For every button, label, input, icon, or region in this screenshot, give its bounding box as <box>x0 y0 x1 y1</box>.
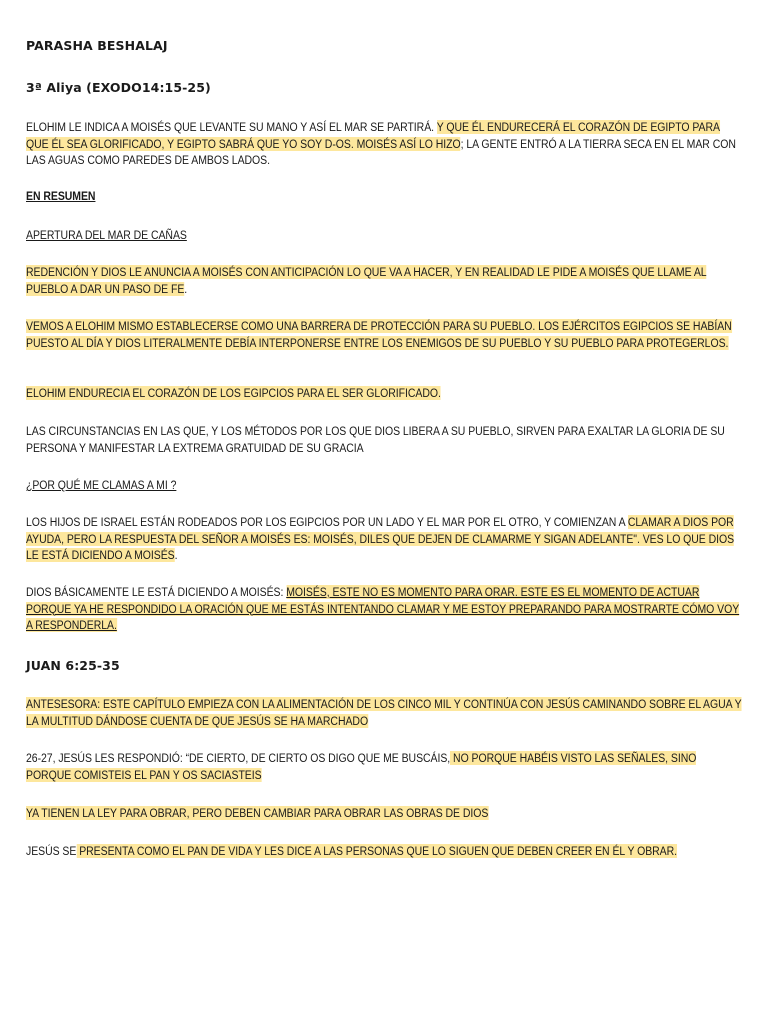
paragraph-hijos-israel <box>26 514 744 564</box>
juan-heading: JUAN 6:25-35 <box>26 658 120 673</box>
text-plain: LOS HIJOS DE ISRAEL ESTÁN RODEADOS POR LOS EGIPCIOS POR UN LADO Y EL MAR POR EL OTRO, Y COMIENZAN A <box>26 515 628 529</box>
text-highlight: YA TIENEN LA LEY PARA OBRAR, PERO DEBEN CAMBIAR PARA OBRAR LAS OBRAS DE DIOS <box>26 806 489 820</box>
text-highlight: CLAMAR A DIOS POR AYUDA, PERO LA RESPUESTA DEL SEÑOR A MOISÉS ES: MOISÉS, DILES QUE DEJEN DE CLAMARME Y SIGAN ADELANTE". VES LO QUE DIOS LE ESTÁ DICIENDO A MOISÉS <box>26 515 735 562</box>
paragraph-vemos <box>26 318 744 351</box>
paragraph-elohim-mano <box>26 119 744 169</box>
paragraph-v26-27 <box>26 750 744 783</box>
paragraph-circunstancias: LAS CIRCUNSTANCIAS EN LAS QUE, Y LOS MÉTODOS POR LOS QUE DIOS LIBERA A SU PUEBLO, SIRVEN PARA EXALTAR LA GLORIA DE SU PERSONA Y MANIFESTAR LA EXTREMA GRATUIDAD DE SU GRACIA <box>26 424 725 455</box>
section-heading-apertura: APERTURA DEL MAR DE CAÑAS <box>26 228 187 242</box>
text-plain: 26-27, JESÚS LES RESPONDIÓ: “DE CIERTO, DE CIERTO OS DIGO QUE ME BUSCÁIS, <box>26 751 451 765</box>
text-highlight: Y QUE ÉL ENDURECERÁ EL CORAZÓN DE EGIPTO PARA QUE ÉL SEA GLORIFICADO, Y EGIPTO SABRÁ QUE YO SOY D-OS. MOISÉS ASÍ LO HIZO <box>26 120 720 151</box>
text-highlight: REDENCIÓN Y DIOS LE ANUNCIA A MOISÉS CON ANTICIPACIÓN LO QUE VA A HACER, Y EN REALIDAD LE PIDE A MOISÉS QUE LLAME AL PUEBLO A DAR UN PASO DE FE <box>26 265 707 296</box>
text-plain: ; LA GENTE ENTRÓ A LA TIERRA SECA EN EL MAR CON LAS AGUAS COMO PAREDES DE AMBOS LADOS. <box>26 136 736 167</box>
paragraph-antesesora <box>26 696 744 729</box>
text-highlight: NO PORQUE HABÉIS VISTO LAS SEÑALES, SINO PORQUE COMISTEIS EL PAN Y OS SACIASTEIS <box>26 751 697 782</box>
text-highlight: ANTESESORA: ESTE CAPÍTULO EMPIEZA CON LA ALIMENTACIÓN DE LOS CINCO MIL Y CONTINÚA CON JESÚS CAMINANDO SOBRE EL AGUA Y LA MULTITUD DÁNDOSE CUENTA DE QUE JESÚS SE HA MARCHADO <box>26 697 742 728</box>
paragraph-ley <box>26 805 744 822</box>
section-heading-por-que: ¿POR QUÉ ME CLAMAS A MI ? <box>26 478 177 492</box>
text-plain: ELOHIM LE INDICA A MOISÉS QUE LEVANTE SU MANO Y ASÍ EL MAR SE PARTIRÁ. <box>26 120 437 134</box>
text-plain: . <box>184 281 188 296</box>
document-title: PARASHA BESHALAJ <box>26 38 168 53</box>
section-heading-en-resumen: EN RESUMEN <box>26 189 96 203</box>
paragraph-endurecia <box>26 385 744 402</box>
text-plain: . <box>174 548 178 562</box>
aliya-heading: 3ª Aliya (EXODO14:15-25) <box>26 80 211 95</box>
text-plain: JESÚS SE <box>26 844 77 858</box>
text-plain: DIOS BÁSICAMENTE LE ESTÁ DICIENDO A MOISÉS: <box>26 585 287 599</box>
text-highlight: ELOHIM ENDURECIA EL CORAZÓN DE LOS EGIPCIOS PARA EL SER GLORIFICADO. <box>26 386 441 400</box>
text-highlight: VEMOS A ELOHIM MISMO ESTABLECERSE COMO UNA BARRERA DE PROTECCIÓN PARA SU PUEBLO. LOS EJÉRCITOS EGIPCIOS SE HABÍAN PUESTO AL DÍA Y DIOS LITERALMENTE DEBÍA INTERPONERSE ENTRE LOS ENEMIGOS DE SU PUEBLO Y SU PUEBLO PARA PROTEGERLOS. <box>26 319 732 350</box>
paragraph-basicamente <box>26 584 744 634</box>
paragraph-redencion <box>26 264 744 297</box>
text-highlight: PRESENTA COMO EL PAN DE VIDA Y LES DICE A LAS PERSONAS QUE LO SIGUEN QUE DEBEN CREER EN ÉL Y OBRAR. <box>76 844 678 858</box>
text-highlight-underlined: MOISÉS, ESTE NO ES MOMENTO PARA ORAR. ESTE ES EL MOMENTO DE ACTUAR PORQUE YA HE RESPONDIDO LA ORACIÓN QUE ME ESTÁS INTENTANDO CLAMAR Y ME ESTOY PREPARANDO PARA MOSTRARTE CÓMO VOY A RESPONDERLA. <box>26 585 740 632</box>
paragraph-jesus-pan <box>26 843 744 860</box>
